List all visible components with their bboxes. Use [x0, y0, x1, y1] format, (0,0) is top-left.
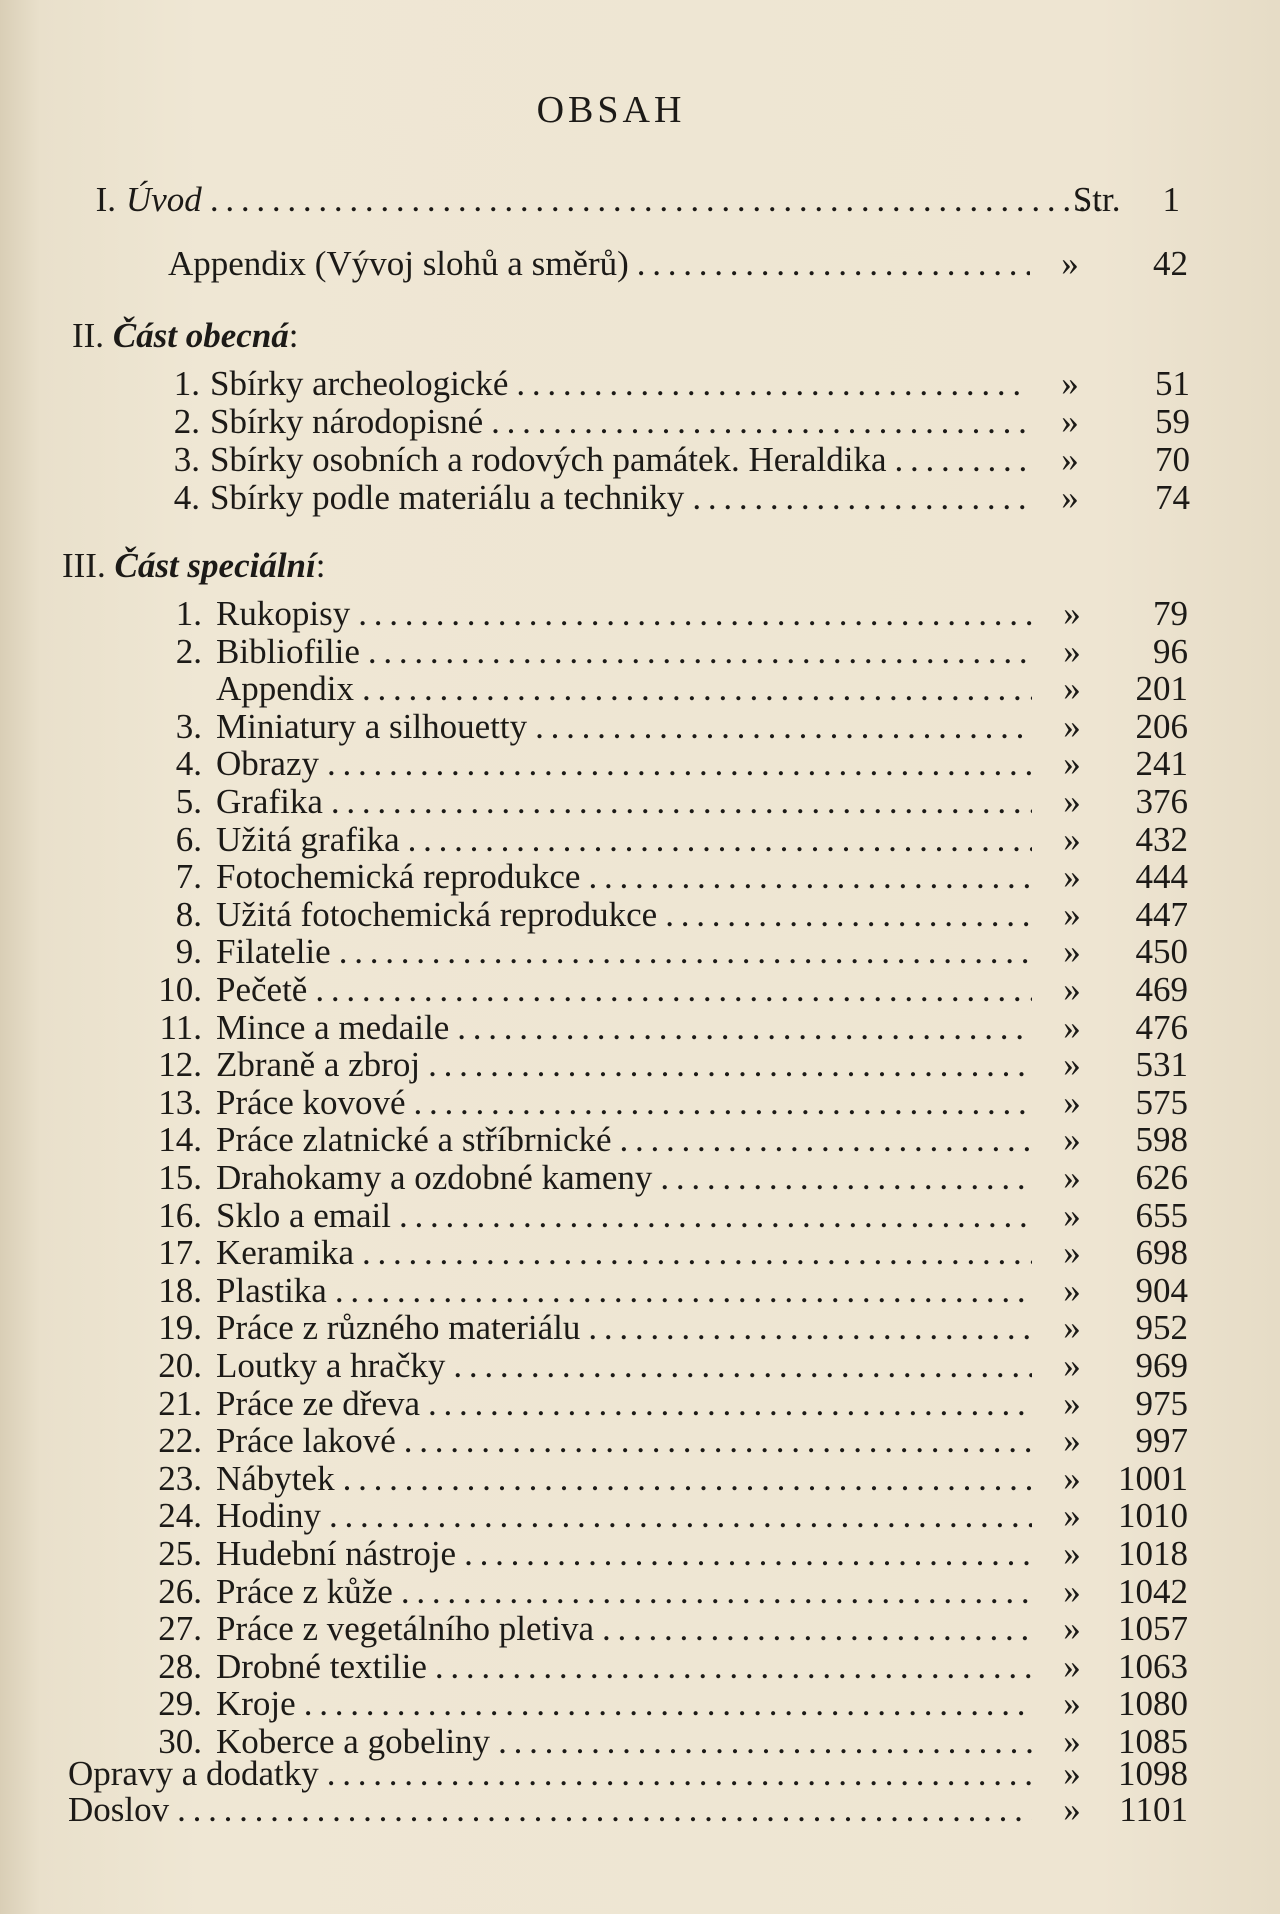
entry-number: 18.	[158, 1270, 202, 1310]
entry-title: Bibliofilie	[216, 631, 360, 671]
entry-number: 21.	[158, 1383, 202, 1423]
entry-leader	[68, 1754, 1032, 1794]
entry-title: Keramika	[216, 1233, 354, 1273]
page-number: 1057	[1118, 1609, 1188, 1649]
entry-number: 1.	[175, 594, 202, 633]
ditto-mark: »	[1063, 1421, 1081, 1461]
page-number: 74	[1155, 478, 1190, 517]
page-number: 575	[1135, 1082, 1188, 1122]
entry-title: Úvod	[126, 180, 202, 219]
entry-number: 28.	[158, 1646, 202, 1686]
entry-leader	[216, 1572, 1032, 1612]
page-number: 444	[1135, 857, 1188, 897]
toc-entry[interactable]	[150, 932, 1190, 972]
toc-entry[interactable]	[150, 1120, 1190, 1160]
ditto-mark: »	[1061, 244, 1079, 283]
dot-leader	[343, 1459, 1032, 1499]
toc-entry[interactable]	[150, 1534, 1190, 1574]
page-number: 1001	[1118, 1458, 1188, 1498]
page-number: 698	[1135, 1233, 1188, 1273]
toc-entry[interactable]	[150, 1421, 1190, 1461]
entry-title: Pečetě	[216, 970, 308, 1009]
ditto-mark: »	[1061, 364, 1079, 403]
toc-entry[interactable]	[150, 669, 1190, 709]
entry-leader	[216, 1534, 1032, 1574]
dot-leader	[327, 744, 1032, 784]
dot-leader	[453, 1346, 1032, 1386]
dot-leader	[304, 1684, 1032, 1724]
entry-title: Zbraně a zbroj	[216, 1045, 421, 1085]
dot-leader	[660, 1158, 1032, 1198]
dot-leader	[414, 1083, 1032, 1123]
dot-leader	[620, 1120, 1033, 1160]
ditto-mark: »	[1063, 1007, 1081, 1047]
ditto-mark: »	[1063, 1790, 1081, 1829]
toc-entry[interactable]	[150, 970, 1190, 1010]
toc-entry[interactable]	[160, 440, 1190, 480]
toc-entry[interactable]	[150, 707, 1190, 747]
dot-leader	[362, 669, 1032, 709]
entry-leader	[210, 402, 1030, 442]
entry-leader	[216, 1120, 1032, 1160]
entry-title: Opravy a dodatky	[68, 1754, 319, 1793]
entry-leader	[126, 180, 1100, 220]
page-number: 904	[1135, 1270, 1188, 1310]
toc-title: OBSAH	[536, 89, 686, 131]
entry-number: 15.	[158, 1158, 202, 1197]
entry-title: Sklo a email	[216, 1195, 391, 1235]
toc-entry[interactable]	[68, 1790, 1190, 1830]
toc-entry[interactable]	[150, 1008, 1190, 1048]
ditto-mark: »	[1063, 857, 1081, 897]
dot-leader	[315, 970, 1032, 1010]
page-number: 1010	[1118, 1496, 1188, 1536]
dot-leader	[428, 1384, 1032, 1424]
entry-title: Appendix	[216, 669, 355, 709]
ditto-mark: »	[1063, 1534, 1081, 1573]
entry-title: Hodiny	[216, 1496, 321, 1536]
page-number: 79	[1153, 594, 1188, 633]
entry-number: 23.	[158, 1458, 202, 1498]
dot-leader	[177, 1790, 1032, 1830]
page-number: 598	[1135, 1120, 1188, 1160]
entry-title: Fotochemická reprodukce	[216, 857, 581, 897]
toc-entry[interactable]	[150, 782, 1190, 822]
dot-leader	[399, 1196, 1032, 1236]
ditto-mark: »	[1063, 1346, 1081, 1385]
page-number: 96	[1153, 631, 1188, 671]
ditto-mark: »	[1063, 932, 1081, 972]
entry-leader	[216, 1045, 1032, 1085]
entry-leader	[216, 1459, 1032, 1499]
entry-title: Rukopisy	[216, 594, 351, 633]
roman-numeral: II.	[72, 316, 105, 355]
dot-leader	[665, 895, 1032, 935]
page-number: 241	[1135, 744, 1188, 784]
dot-leader	[331, 782, 1032, 822]
page-number: 975	[1135, 1383, 1188, 1423]
ditto-mark: »	[1063, 970, 1081, 1009]
dot-leader	[401, 1572, 1032, 1612]
ditto-mark: »	[1063, 1045, 1081, 1085]
page-number: 969	[1135, 1346, 1188, 1385]
page-number: 626	[1135, 1158, 1188, 1197]
page-number: 1063	[1118, 1646, 1188, 1686]
entry-leader	[216, 1233, 1032, 1273]
entry-number: 27.	[158, 1609, 202, 1649]
entry-leader	[216, 632, 1032, 672]
entry-leader	[216, 820, 1032, 860]
entry-number: 20.	[158, 1346, 202, 1385]
entry-leader	[216, 1684, 1032, 1724]
entry-leader	[216, 1384, 1032, 1424]
ditto-mark: »	[1063, 894, 1081, 934]
dot-leader	[210, 180, 1100, 220]
entry-number: 7.	[175, 857, 202, 897]
entry-number: 1.	[173, 364, 200, 403]
entry-title: Obrazy	[216, 744, 320, 784]
page-number: 51	[1155, 364, 1190, 403]
entry-title: Sbírky archeologické	[210, 364, 509, 403]
toc-entry[interactable]	[160, 478, 1190, 518]
toc-entry[interactable]	[150, 1233, 1190, 1273]
entry-number: 2.	[175, 631, 202, 671]
entry-leader	[216, 1271, 1032, 1311]
entry-number: 24.	[158, 1496, 202, 1536]
toc-entry[interactable]	[150, 1158, 1190, 1198]
entry-number: 13.	[158, 1082, 202, 1122]
entry-leader	[216, 782, 1032, 822]
dot-leader	[404, 1421, 1032, 1461]
entry-number: 10.	[158, 970, 202, 1009]
ditto-mark: »	[1063, 1082, 1081, 1122]
dot-leader	[335, 1271, 1032, 1311]
entry-leader	[216, 932, 1032, 972]
entry-number: 29.	[158, 1684, 202, 1724]
entry-title: Užitá grafika	[216, 819, 400, 859]
entry-leader	[216, 895, 1032, 935]
entry-leader	[216, 669, 1032, 709]
entry-number: 17.	[158, 1233, 202, 1273]
dot-leader	[435, 1647, 1032, 1687]
ditto-mark: »	[1061, 440, 1079, 479]
dot-leader	[428, 1045, 1032, 1085]
toc-entry[interactable]	[68, 1754, 1190, 1794]
entry-leader	[216, 1196, 1032, 1236]
toc-entry[interactable]	[150, 1684, 1190, 1724]
ditto-mark: »	[1063, 782, 1081, 821]
entry-title: Užitá fotochemická reprodukce	[216, 894, 658, 934]
page-number: 1042	[1118, 1571, 1188, 1611]
roman-numeral: I.	[95, 180, 116, 219]
toc-entry[interactable]	[150, 632, 1190, 672]
section-heading-specialni	[62, 546, 325, 586]
entry-leader	[216, 1158, 1032, 1198]
entry-title: Sbírky podle materiálu a techniky	[210, 478, 685, 517]
entry-title: Grafika	[216, 782, 323, 821]
entry-title: Drahokamy a ozdobné kameny	[216, 1158, 653, 1197]
entry-title: Sbírky osobních a rodových památek. Heraldika	[210, 440, 887, 479]
ditto-mark: »	[1063, 1120, 1081, 1160]
ditto-mark: »	[1063, 1233, 1081, 1273]
page-number: 376	[1135, 782, 1188, 821]
entry-number: 22.	[158, 1421, 202, 1461]
ditto-mark: »	[1063, 744, 1081, 784]
entry-leader	[210, 440, 1030, 480]
page-number: 201	[1135, 669, 1188, 709]
entry-leader	[216, 744, 1032, 784]
dot-leader	[588, 857, 1032, 897]
dot-leader	[339, 932, 1032, 972]
dot-leader	[408, 820, 1032, 860]
dot-leader	[692, 478, 1030, 518]
page-number	[1040, 180, 1180, 220]
entry-title: Sbírky národopisné	[210, 402, 484, 441]
ditto-mark: »	[1061, 478, 1079, 517]
toc-entry[interactable]	[150, 1496, 1190, 1536]
entry-leader	[216, 857, 1032, 897]
entry-leader	[210, 364, 1030, 404]
str-label: Str.	[1072, 180, 1121, 219]
entry-title: Práce z vegetálního pletiva	[216, 1609, 595, 1649]
page-number: 42	[1153, 244, 1188, 283]
toc-entry[interactable]	[150, 895, 1190, 935]
dot-leader	[368, 632, 1032, 672]
page-number: 70	[1155, 440, 1190, 479]
entry-title: Nábytek	[216, 1458, 335, 1498]
toc-entry[interactable]	[150, 1647, 1190, 1687]
dot-leader	[457, 1008, 1032, 1048]
entry-number: 25.	[158, 1534, 202, 1573]
entry-title: Appendix (Vývoj slohů a směrů)	[168, 244, 629, 283]
toc-entry[interactable]	[150, 1609, 1190, 1649]
ditto-mark: »	[1063, 1646, 1081, 1686]
ditto-mark: »	[1063, 1684, 1081, 1724]
page-number: 450	[1135, 932, 1188, 972]
dot-leader	[358, 594, 1032, 634]
toc-entry[interactable]	[160, 402, 1190, 442]
entry-title: Kroje	[216, 1684, 296, 1724]
dot-leader	[464, 1534, 1032, 1574]
toc-entry[interactable]	[160, 364, 1190, 404]
entry-number: 16.	[158, 1195, 202, 1235]
toc-entry[interactable]	[150, 744, 1190, 784]
entry-leader	[216, 1008, 1032, 1048]
page-number: 432	[1135, 819, 1188, 859]
page-number: 469	[1135, 970, 1188, 1009]
entry-leader	[216, 970, 1032, 1010]
page-number: 997	[1135, 1421, 1188, 1461]
ditto-mark: »	[1063, 1383, 1081, 1423]
entry-number: 26.	[158, 1571, 202, 1611]
page-number: 531	[1135, 1045, 1188, 1085]
entry-title: Loutky a hračky	[216, 1346, 446, 1385]
section-suffix: :	[315, 546, 326, 585]
entry-number: 14.	[158, 1120, 202, 1160]
ditto-mark: »	[1063, 1308, 1081, 1348]
ditto-mark: »	[1063, 1158, 1081, 1197]
toc-entry[interactable]	[150, 1384, 1190, 1424]
dot-leader	[362, 1233, 1032, 1273]
toc-entry-uvod[interactable]	[80, 180, 1192, 220]
ditto-mark: »	[1063, 706, 1081, 746]
toc-entry[interactable]	[150, 1083, 1190, 1123]
entry-leader	[210, 478, 1030, 518]
entry-title: Mince a medaile	[216, 1007, 450, 1047]
dot-leader	[894, 440, 1030, 480]
toc-entry[interactable]	[150, 1346, 1190, 1386]
ditto-mark: »	[1063, 1609, 1081, 1649]
ditto-mark: »	[1063, 631, 1081, 671]
entry-number: 6.	[175, 819, 202, 859]
ditto-mark: »	[1063, 1722, 1081, 1761]
entry-title: Práce kovové	[216, 1082, 406, 1122]
entry-leader	[216, 1346, 1032, 1386]
dot-leader	[588, 1308, 1032, 1348]
ditto-mark: »	[1061, 402, 1079, 441]
entry-leader	[216, 594, 1032, 634]
ditto-mark: »	[1063, 1571, 1081, 1611]
entry-title: Práce z kůže	[216, 1571, 393, 1611]
ditto-mark: »	[1063, 594, 1081, 633]
dot-leader	[491, 402, 1030, 442]
entry-leader	[68, 1790, 1032, 1830]
dot-leader	[602, 1609, 1032, 1649]
page-number: 476	[1135, 1007, 1188, 1047]
toc-entry[interactable]	[150, 1271, 1190, 1311]
section-suffix: :	[288, 316, 299, 355]
ditto-mark: »	[1063, 1458, 1081, 1498]
entry-leader	[216, 1083, 1032, 1123]
toc-entry[interactable]	[150, 1308, 1190, 1348]
dot-leader	[327, 1754, 1032, 1794]
section-title: Část speciální	[114, 546, 316, 585]
entry-title: Práce zlatnické a stříbrnické	[216, 1120, 612, 1160]
entry-number: 4.	[175, 744, 202, 784]
entry-leader	[216, 707, 1032, 747]
toc-entry-appendix-vyvoj[interactable]	[168, 244, 1192, 284]
entry-number: 11.	[159, 1007, 202, 1047]
ditto-mark: »	[1063, 669, 1081, 709]
entry-title: Práce z různého materiálu	[216, 1308, 581, 1348]
entry-number: 30.	[158, 1722, 202, 1761]
roman-numeral: III.	[62, 546, 106, 585]
page-number: 1085	[1118, 1722, 1188, 1761]
dot-leader	[535, 707, 1032, 747]
entry-number: 2.	[173, 402, 200, 441]
entry-number: 8.	[175, 894, 202, 934]
page-number: 1018	[1118, 1534, 1188, 1573]
section-heading-obecna	[72, 316, 299, 356]
ditto-mark: »	[1063, 1270, 1081, 1310]
section-title: Část obecná	[112, 316, 289, 355]
toc-entry[interactable]	[150, 1196, 1190, 1236]
entry-number: 12.	[158, 1045, 202, 1085]
entry-number: 19.	[158, 1308, 202, 1348]
entry-number: 3.	[173, 440, 200, 479]
entry-title: Plastika	[216, 1270, 327, 1310]
entry-number: 3.	[175, 706, 202, 746]
entry-title: Práce lakové	[216, 1421, 396, 1461]
entry-leader	[216, 1496, 1032, 1536]
entry-leader	[216, 1609, 1032, 1649]
ditto-mark: »	[1063, 1496, 1081, 1536]
entry-leader	[216, 1308, 1032, 1348]
page-number-value: 1	[1162, 180, 1180, 219]
toc-entry[interactable]	[150, 1572, 1190, 1612]
dot-leader	[329, 1496, 1032, 1536]
page-number: 1080	[1118, 1684, 1188, 1724]
toc-entry[interactable]	[150, 1045, 1190, 1085]
entry-number: 5.	[175, 782, 202, 821]
toc-entry[interactable]	[150, 594, 1190, 634]
ditto-mark: »	[1063, 819, 1081, 859]
entry-title: Doslov	[68, 1790, 170, 1829]
toc-entry[interactable]	[150, 1459, 1190, 1499]
page-number: 447	[1135, 894, 1188, 934]
entry-number: 9.	[175, 932, 202, 972]
ditto-mark: »	[1063, 1195, 1081, 1235]
page-number: 1101	[1119, 1790, 1188, 1829]
entry-title: Práce ze dřeva	[216, 1383, 421, 1423]
entry-number: 4.	[173, 478, 200, 517]
entry-title: Filatelie	[216, 932, 331, 972]
page-number: 952	[1135, 1308, 1188, 1348]
toc-entry[interactable]	[150, 857, 1190, 897]
dot-leader	[516, 364, 1030, 404]
toc-entry[interactable]	[150, 820, 1190, 860]
entry-title: Koberce a gobeliny	[216, 1722, 491, 1761]
dot-leader	[637, 244, 1030, 284]
page-number: 206	[1135, 706, 1188, 746]
entry-title: Drobné textilie	[216, 1646, 427, 1686]
page-number: 655	[1135, 1195, 1188, 1235]
entry-leader	[168, 244, 1030, 284]
entry-leader	[216, 1421, 1032, 1461]
entry-leader	[216, 1647, 1032, 1687]
ditto-mark: »	[1063, 1754, 1081, 1793]
page-number: 59	[1155, 402, 1190, 441]
entry-title: Hudební nástroje	[216, 1534, 457, 1573]
page-number: 1098	[1118, 1754, 1188, 1793]
entry-title: Miniatury a silhouetty	[216, 706, 528, 746]
